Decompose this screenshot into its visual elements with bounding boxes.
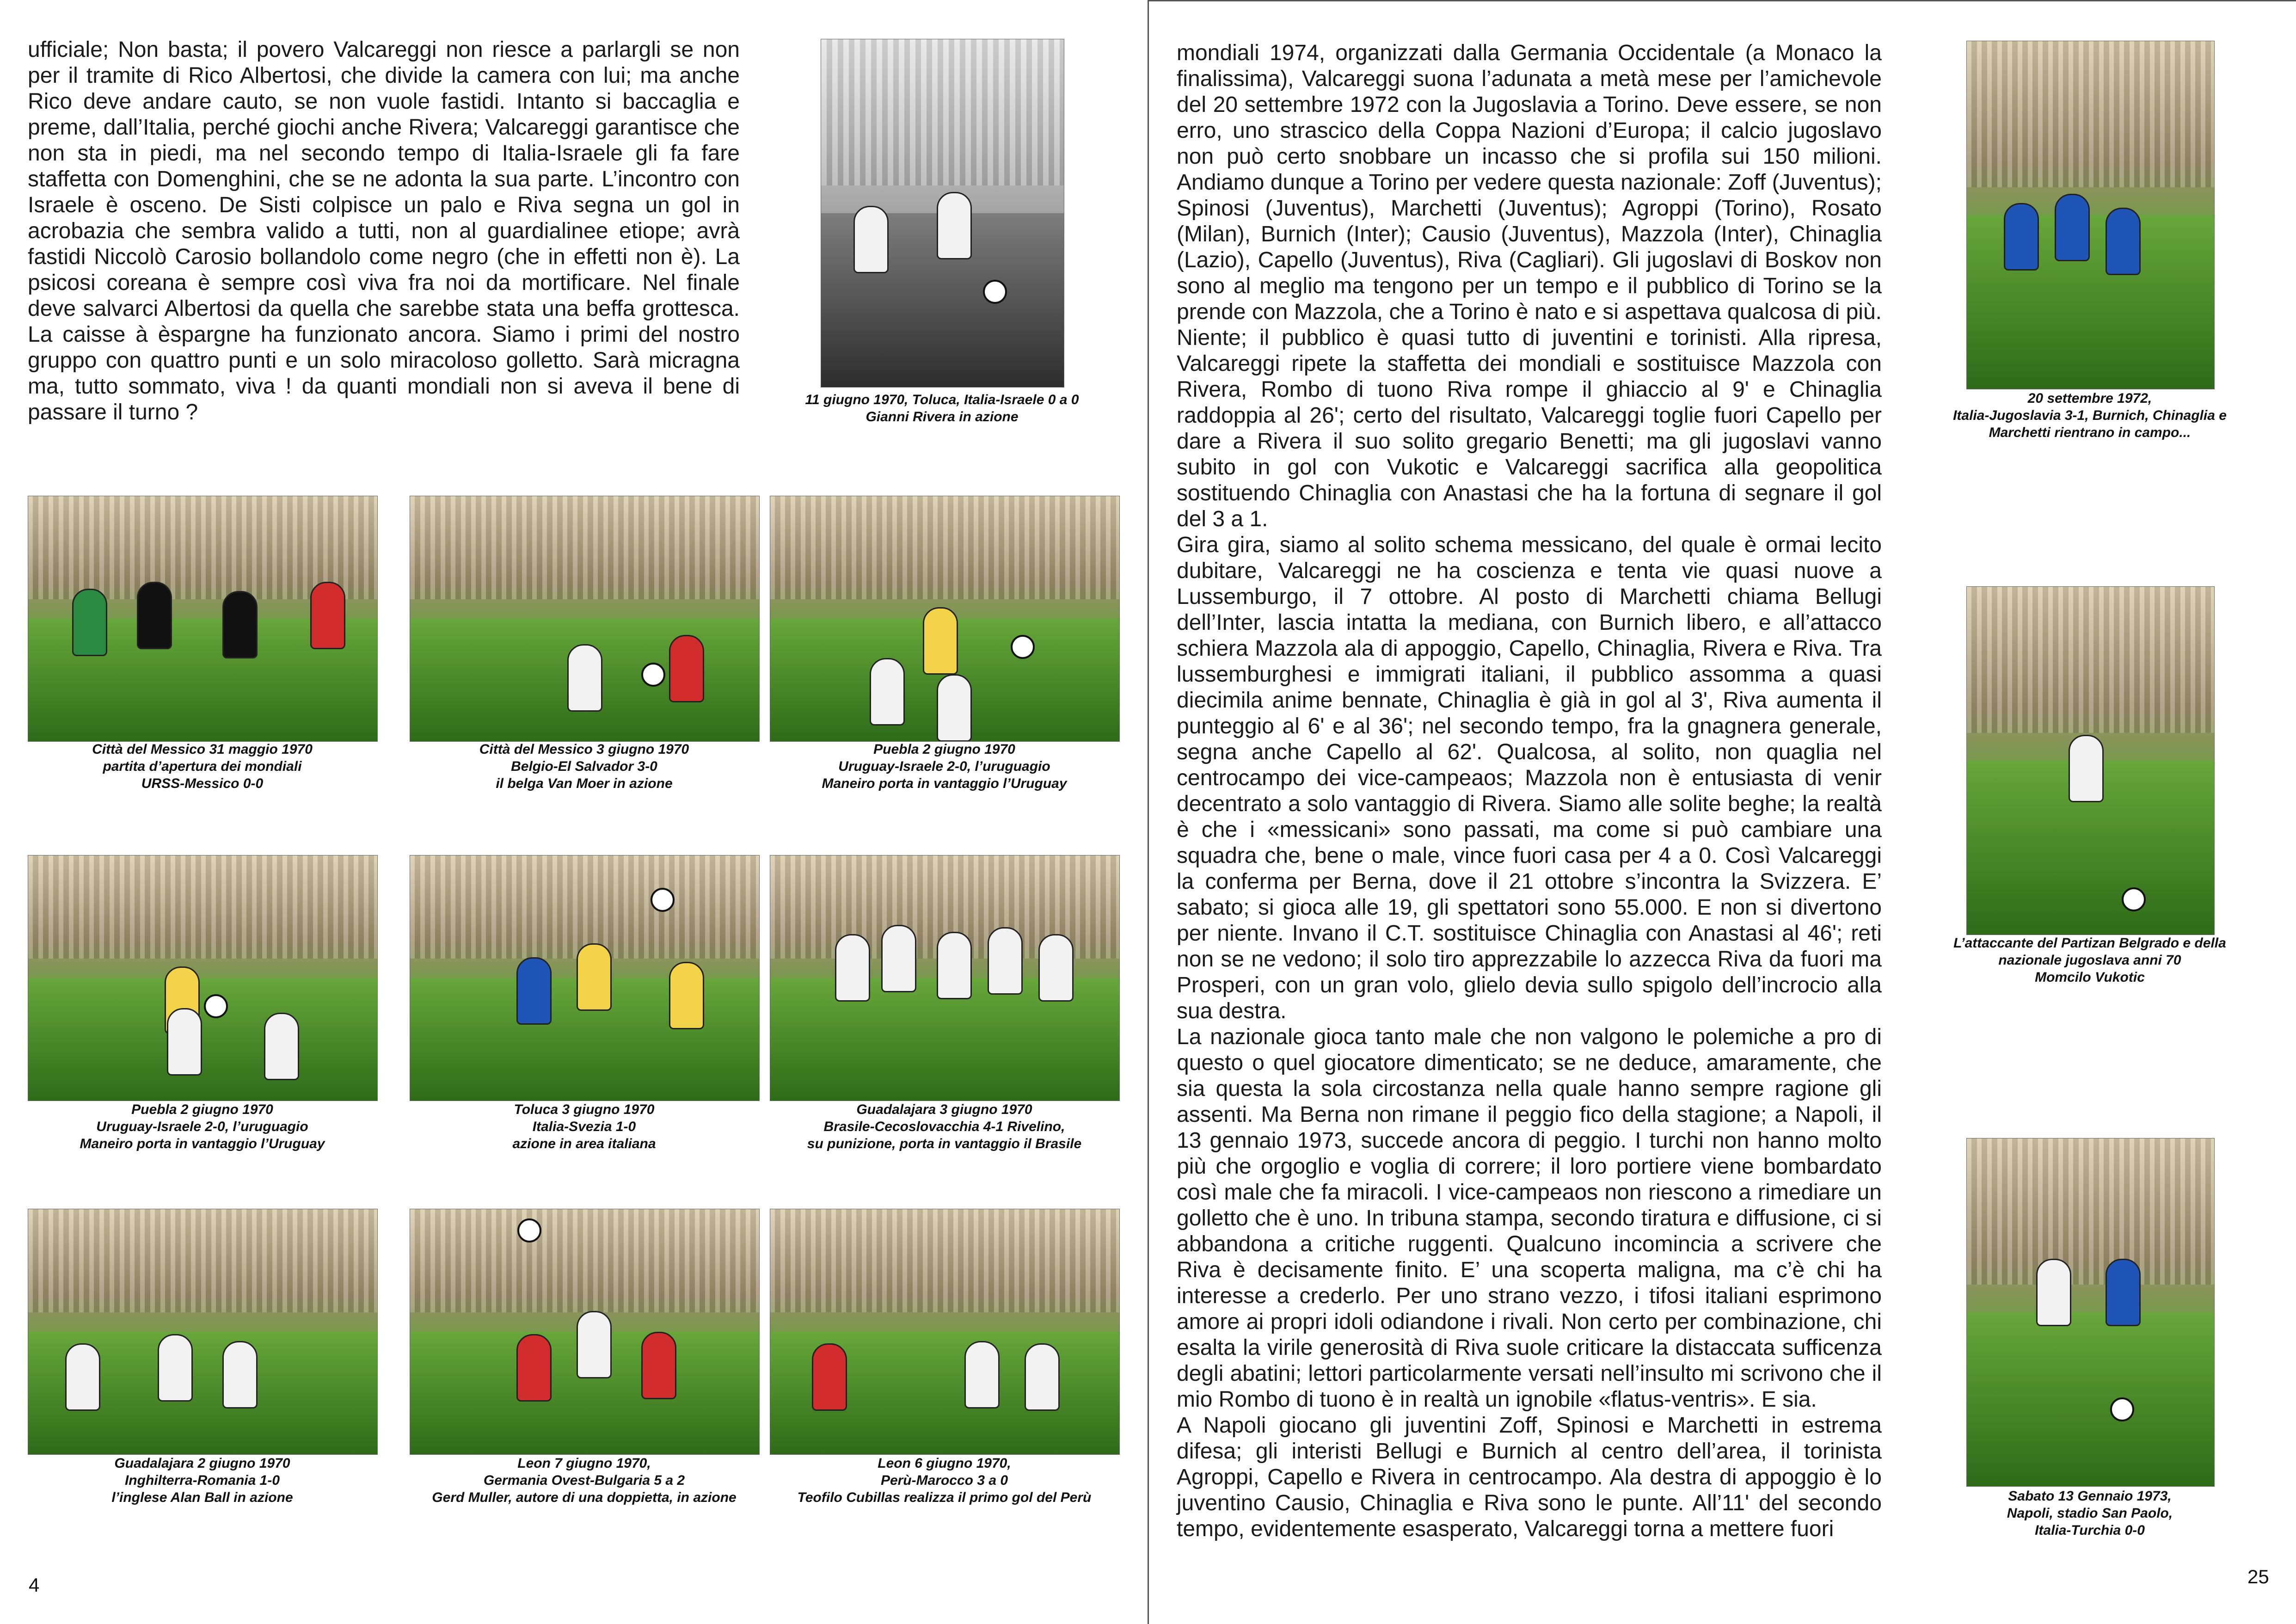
left-paragraph: ufficiale; Non basta; il povero Valcareggi non riesce a parlargli se non per il tramite di Rico Albertosi, che divide la camera con lui; ma anche Rico deve andare cauto, se non vuole fastidi. Intanto si baccaglia e preme, dall’Italia, perché giochi anche Rivera; Valcareggi garantisce che non sta in piedi, ma nel secondo tempo di Italia-Israele gli fa fare staffetta con Domenghini, che se ne adonta la sua parte. L’incontro con Israele è osceno. De Sisti colpisce un palo e Riva segna un gol in acrobazia che sembra valido a tutti, non al guardialinee etiope; avrà fastidi Niccolò Carosio bollandolo come negro (che in effetti non è). La psicosi coreana è sempre così viva fra noi da mortificare. Nel finale deve salvarci Albertosi da quella che sarebbe stata una beffa grottesca. La caisse à èspargne ha funzionato ancora. Siamo i primi del nostro gruppo con quattro punti e un solo miracoloso golletto. Sarà micragna ma, tutto sommato, viva ! da quanti mondiali non si aveva il bene di passare il turno ? <box>28 37 740 424</box>
grid-caption-1: Città del Messico 31 maggio 1970 partita d’apertura dei mondiali URSS-Messico 0-0 <box>92 742 313 791</box>
grid-photo-6 <box>770 855 1120 1101</box>
grid-photo-5 <box>410 855 760 1101</box>
side-photo-1 <box>1966 41 2215 389</box>
left-main-text <box>28 37 740 425</box>
right-page-number: 25 <box>2247 1566 2269 1587</box>
grid-caption-3: Puebla 2 giugno 1970 Uruguay-Israele 2-0, l’uruguagio Maneiro porta in vantaggio l’Uruguay <box>822 742 1067 791</box>
side-photo-2 <box>1966 586 2215 935</box>
grid-photo-2 <box>410 496 760 742</box>
side-caption-1: 20 settembre 1972, Italia-Jugoslavia 3-1, Burnich, Chinaglia e Marchetti rientrano in campo... <box>1953 391 2227 440</box>
grid-caption-6: Guadalajara 3 giugno 1970 Brasile-Cecoslovacchia 4-1 Rivelino, su punizione, porta in vantaggio il Brasile <box>807 1102 1082 1151</box>
grid-photo-7 <box>28 1209 378 1455</box>
grid-caption-5: Toluca 3 giugno 1970 Italia-Svezia 1-0 azione in area italiana <box>512 1102 656 1151</box>
right-paragraph-4: A Napoli giocano gli juventini Zoff, Spinosi e Marchetti in estrema difesa; gli interisti Bellugi e Burnich al centro dell’area, il torinista Agroppi, Capello e Rivera in centrocampo. Ala destra di appoggio è lo juventino Causio, Chinaglia e Riva sono le punte. All’11' del secondo tempo, evidentemente esasperato, Valcareggi torna a mettere fuori <box>1177 1413 1882 1541</box>
right-main-text <box>1177 40 1882 1542</box>
left-page-number: 4 <box>29 1574 40 1596</box>
grid-caption-2: Città del Messico 3 giugno 1970 Belgio-El Salvador 3-0 il belga Van Moer in azione <box>479 742 689 791</box>
right-paragraph-3: La nazionale gioca tanto male che non valgono le polemiche a pro di questo o quel giocatore dimenticato; se ne deduce, amaramente, che sia questa la sola circostanza nella quale hanno sempre ragione gli assenti. Ma Berna non rimane il peggio fico della stagione; a Napoli, il 13 gennaio 1973, succede ancora di peggio. I turchi non hanno molto più che orgoglio e voglia di correre; il loro portiere viene bombardato così male che fa miracoli. I vice-campeaos non riescono a rimediare un golletto che è uno. In tribuna stampa, secondo tiratura e diffusione, ci si abbandona a critiche ruggenti. Qualcuno incomincia a scrivere che Riva è decisamente finito. E’ una scoperta maligna, ma c’è chi ha interesse a crederlo. Per uno strano vezzo, i tifosi italiani esprimono amore ai propri idoli odiandone i rivali. Non certo per combinazione, chi esalta la virile generosità di Riva suole criticare la distaccata sufficenza degli abatini; lettori particolarmente versati nell’insulto mi scrivono che il mio Rombo di tuono è in realtà un ignobile «flatus-ventris». E sia. <box>1177 1025 1882 1412</box>
grid-caption-9: Leon 6 giugno 1970, Perù-Marocco 3 a 0 Teofilo Cubillas realizza il primo gol del Perù <box>797 1456 1092 1505</box>
top-photo-caption: 11 giugno 1970, Toluca, Italia-Israele 0 a 0 Gianni Rivera in azione <box>805 392 1079 424</box>
grid-photo-1 <box>28 496 378 742</box>
grid-caption-8: Leon 7 giugno 1970, Germania Ovest-Bulgaria 5 a 2 Gerd Muller, autore di una doppietta, in azione <box>432 1456 737 1505</box>
grid-caption-7: Guadalajara 2 giugno 1970 Inghilterra-Romania 1-0 l’inglese Alan Ball in azione <box>111 1456 293 1505</box>
side-caption-3: Sabato 13 Gennaio 1973, Napoli, stadio San Paolo, Italia-Turchia 0-0 <box>2007 1489 2173 1538</box>
right-paragraph-2: Gira gira, siamo al solito schema messicano, del quale è ormai lecito dubitare, Valcareggi ne ha coscienza e tenta vie quasi nuove a Lussemburgo, il 7 ottobre. Al posto di Marchetti chiama Bellugi dell’Inter, lascia intatta la mediana, con Burnich libero, e all’attacco schiera Mazzola ala di appoggio, Capello, Chinaglia, Rivera e Riva. Tra lussemburghesi e immigrati italiani, il pubblico assomma a quasi diecimila anime bennate, Chinaglia è già in gol al 3', Riva aumenta il punteggio al 6' e al 36'; nel secondo tempo, fra la gnagnera generale, segna anche Capello al 62'. Qualcosa, al solito, non quaglia nel centrocampo dei vice-campeaos; Mazzola non è entusiasta di venir decentrato a solo vantaggio di Rivera. Siamo alle solite beghe; la realtà è che i «messicani» sono passati, ma come si può cambiare una squadra che, bene o male, vince fuori casa per 4 a 0. Così Valcareggi la conferma per Berna, dove il 21 ottobre s’incontra la Svizzera. E’ sabato; si gioca alle 19, gli spettatori sono 55.000. E non si divertono per niente. Invano il C.T. sostituisce Chinaglia con Anastasi al 46'; reti non se ne vedono; il solo tiro apprezzabile lo azzecca Riva da fuori ma Prosperi, con un gran volo, glielo devia sullo spigolo dell’incrocio alla sua destra. <box>1177 533 1882 1023</box>
grid-photo-4 <box>28 855 378 1101</box>
side-caption-2: L’attaccante del Partizan Belgrado e della nazionale jugoslava anni 70 Momcilo Vukotic <box>1953 935 2226 985</box>
right-paragraph-1: mondiali 1974, organizzati dalla Germania Occidentale (a Monaco la finalissima), Valcareggi suona l’adunata a metà mese per l’amichevole del 20 settembre 1972 con la Jugoslavia a Torino. Deve essere, se non erro, uno strascico della Coppa Nazioni d’Europa; il calcio jugoslavo non può certo snobbare un incasso che si profila sui 150 milioni. Andiamo dunque a Torino per vedere questa nazionale: Zoff (Juventus); Spinosi (Juventus), Marchetti (Juventus); Agroppi (Torino), Rosato (Milan), Burnich (Inter); Causio (Juventus), Mazzola (Inter), Chinaglia (Lazio), Capello (Juventus), Riva (Cagliari). Gli jugoslavi di Boskov non sono al meglio ma tengono per un tempo e il pubblico di Torino se la prende con Mazzola, che a Torino è nato e si aspettava qualcosa di più. Niente; il pubblico è quasi tutto di juventini e torinisti. Alla ripresa, Valcareggi ripete la staffetta dei mondiali e sostituisce Mazzola con Rivera, Rombo di tuono Riva rompe il ghiaccio al 9' e Chinaglia raddoppia al 26'; certo del risultato, Valcareggi toglie fuori Capello per dare a Rivera il suo solito gregario Benetti; ma gli jugoslavi vanno subito in gol con Vukotic e Valcareggi sacrifica alla geopolitica sostituendo Chinaglia con Anastasi che ha la fortuna di segnare il gol del 3 a 1. <box>1177 41 1882 531</box>
grid-photo-9 <box>770 1209 1120 1455</box>
right-page <box>1148 0 2296 1624</box>
grid-photo-8 <box>410 1209 760 1455</box>
grid-photo-3 <box>770 496 1120 742</box>
grid-caption-4: Puebla 2 giugno 1970 Uruguay-Israele 2-0, l’uruguagio Maneiro porta in vantaggio l’Uruguay <box>80 1102 325 1151</box>
side-photo-3 <box>1966 1138 2215 1487</box>
top-photo <box>821 39 1064 388</box>
